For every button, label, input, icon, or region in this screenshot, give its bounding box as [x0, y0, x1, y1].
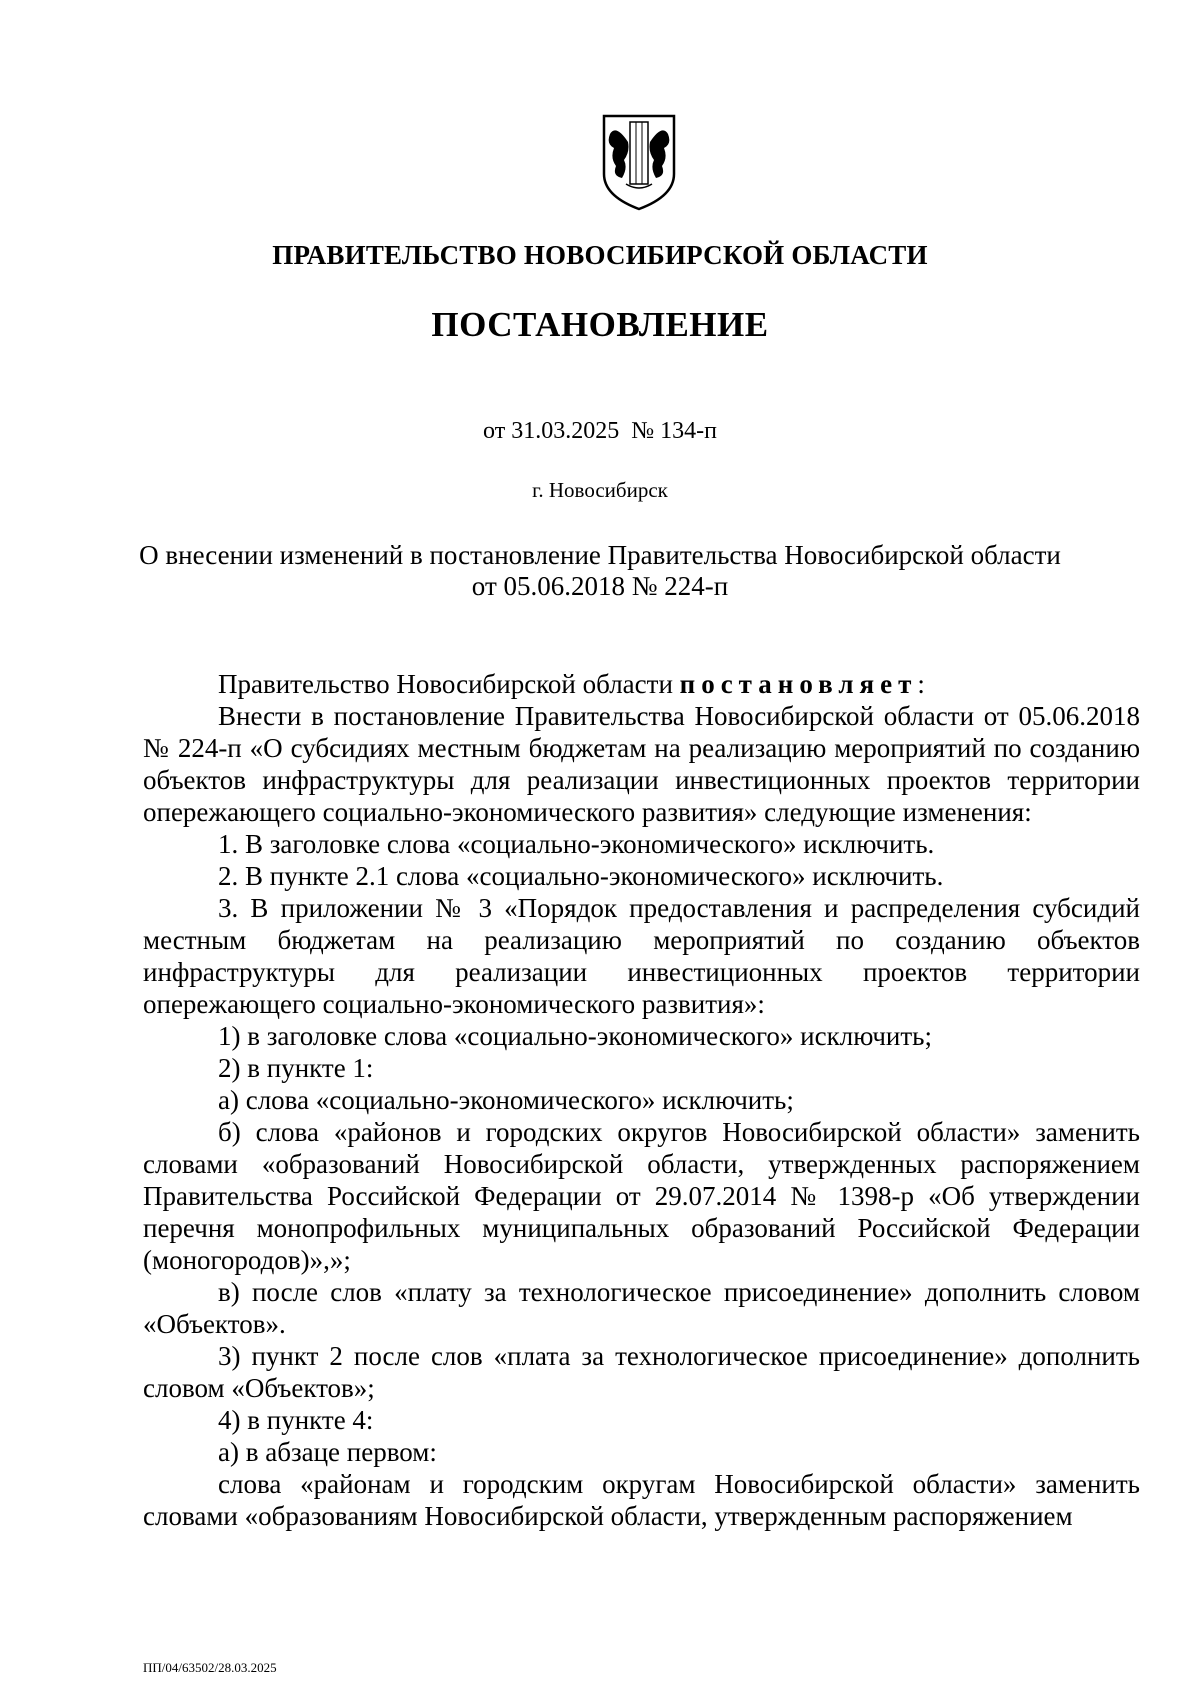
coat-of-arms-emblem [600, 112, 678, 212]
list-item: 1) в заголовке слова «социально-экономического» исключить; [218, 1021, 932, 1051]
decree-paragraph [143, 668, 1140, 700]
decree-prefix: Правительство Новосибирской области [218, 669, 680, 699]
list-item: а) в абзаце первом: [218, 1437, 437, 1467]
document-body [143, 668, 1140, 1532]
footer-code: ПП/04/63502/28.03.2025 [143, 1660, 277, 1675]
list-item: в) после слов «плату за технологическое присоединение» дополнить словом «Объектов». [143, 1277, 1140, 1339]
list-item: а) слова «социально-экономического» исключить; [218, 1085, 794, 1115]
subject-line-1: О внесении изменений в постановление Правительства Новосибирской области [139, 540, 1061, 570]
subject-line-2: от 05.06.2018 № 224-п [471, 571, 729, 601]
intro-paragraph: Внести в постановление Правительства Новосибирской области от 05.06.2018 № 224-п «О субсидиях местным бюджетам на реализацию мероприятий по созданию объектов инфраструктуры для реализации инвестиционных проектов территории опережающего социально-экономического развития» следующие изменения: [143, 701, 1140, 827]
list-item: б) слова «районов и городских округов Новосибирской области» заменить словами «образований Новосибирской области, утвержденных распоряжением Правительства Российской Федерации от 29.07.2014 № 1398-р «Об утверждении перечня монопрофильных муниципальных образований Российской Федерации (моногородов)»,»; [143, 1117, 1140, 1275]
government-name: ПРАВИТЕЛЬСТВО НОВОСИБИРСКОЙ ОБЛАСТИ [272, 240, 928, 270]
list-item: 1. В заголовке слова «социально-экономического» исключить. [218, 829, 935, 859]
list-item: 4) в пункте 4: [218, 1405, 374, 1435]
document-subject [0, 540, 1200, 602]
list-item: слова «районам и городским округам Новосибирской области» заменить словами «образованиям Новосибирской области, утвержденным распоряжением [143, 1469, 1140, 1531]
document-date-number: от 31.03.2025 № 134-п [483, 418, 717, 444]
document-city: г. Новосибирск [532, 478, 668, 502]
decree-word: постановляет [679, 669, 918, 699]
decree-suffix: : [917, 669, 925, 699]
list-item: 2) в пункте 1: [218, 1053, 374, 1083]
document-type: ПОСТАНОВЛЕНИЕ [431, 305, 769, 344]
list-item: 2. В пункте 2.1 слова «социально-экономического» исключить. [218, 861, 944, 891]
list-item: 3. В приложении № 3 «Порядок предоставления и распределения субсидий местным бюджетам на реализацию мероприятий по созданию объектов инфраструктуры для реализации инвестиционных проектов территории опережающего социально-экономического развития»: [143, 893, 1140, 1019]
list-item: 3) пункт 2 после слов «плата за технологическое присоединение» дополнить словом «Объектов»; [143, 1341, 1140, 1403]
